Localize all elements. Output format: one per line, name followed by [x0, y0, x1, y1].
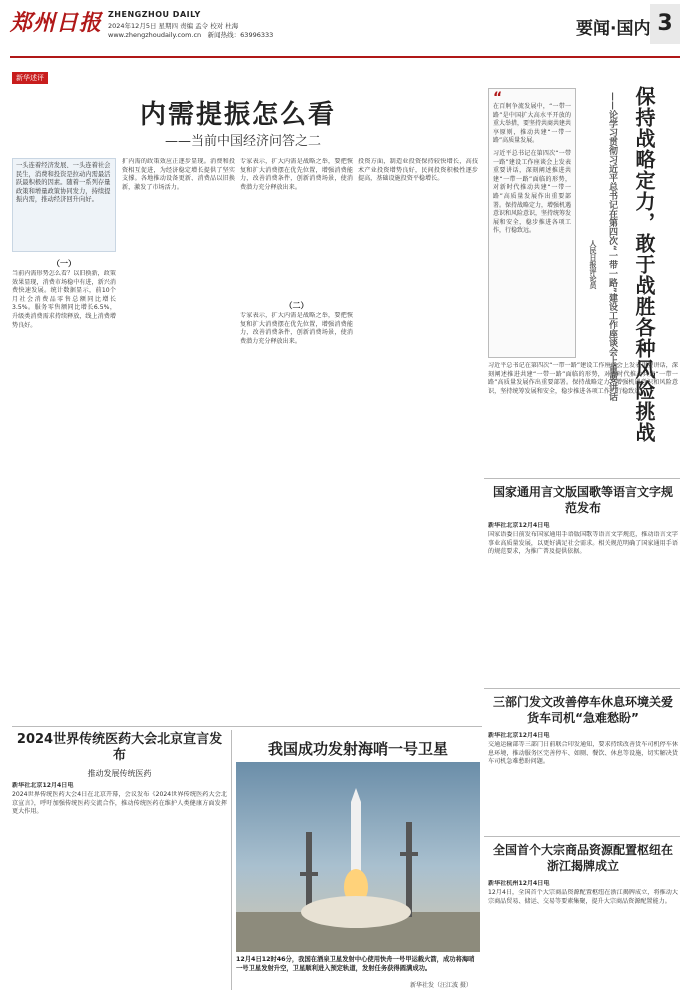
platform-headline: 全国首个大宗商品资源配置枢纽在浙江揭牌成立 [492, 843, 673, 873]
anthem-body: 国家语委日前发布国家通用手语版国歌等语言文字规范，推动语言文字事业高质量发展，以更好满足社会需求。相关规范明确了国家通用手语的规范要求，为推广普及提供依据。 [488, 531, 678, 556]
main-headline: 内需提振怎么看 [140, 100, 337, 130]
newspaper-logo: 郑州日报 [10, 10, 103, 36]
rocket-launch-image [236, 762, 480, 952]
main-column-2: 扩内需的政策效应正逐步显现。消费和投资相互促进，为经济稳定增长提供了坚实支撑。各地推动设备更新、消费品以旧换新，激发了市场活力。 [122, 158, 235, 191]
expo-dateline: 新华社北京12月4日电 [12, 782, 74, 789]
lead-text: 一头连着经济发展、一头连着社会民生，消费和投资是拉动内需最活跃最积极的因素。随着一系列存量政策和增量政策协同发力，持续提振内需，推动经济回升向好。 [16, 162, 111, 204]
section-marker-2: （二） [284, 301, 309, 310]
expo-body: 2024世界传统医药大会4日在北京开幕，会议发布《2024世界传统医药大会北京宣言》，呼吁加强传统医药交流合作，推动传统医药在维护人类健康方面发挥更大作用。 [12, 791, 227, 816]
strategy-body-bottom: 习近平总书记在第四次“一带一路”建设工作座谈会上发表重要讲话，深刻阐述推进共建“一带一路”面临的形势，对新时代推动共建“一带一路”高质量发展作出重要部署。保持战略定力，增强机遇意识和风险意识，坚持统筹发展和安全，稳步推进各项工作，行稳致远。 [488, 362, 678, 395]
quote-text: 在百舸争流发展中，“一带一路”是中国扩大高水平开放的重大举措，要坚持共商共建共享原则，推动共建“一带一路”高质量发展。 [493, 103, 572, 145]
main-subtitle: ——当前中国经济问答之二 [165, 134, 322, 149]
anthem-dateline: 新华社北京12月4日电 [488, 522, 550, 529]
quote-box [488, 88, 576, 358]
divider [12, 726, 482, 727]
launch-caption: 12月4日12时46分，我国在酒泉卫星发射中心使用快舟一号甲运载火箭，成功将海哨一号卫星发射升空，卫星顺利进入预定轨道，发射任务获得圆满成功。 [236, 956, 475, 972]
truck-body: 交通运输部等三部门日前联合印发通知，要求持续改善货车司机停车休息环境，推动服务区完善停车、如厕、餐饮、休息等设施，切实解决货车司机急难愁盼问题。 [488, 741, 678, 766]
anthem-headline: 国家通用言文版国歌等语言文字规范发布 [492, 485, 673, 515]
expo-subtitle: 推动发展传统医药 [87, 769, 152, 778]
divider [484, 478, 680, 479]
divider [231, 730, 232, 990]
main-column-4: 投资方面，制造业投资保持较快增长，高技术产业投资增势良好，民间投资积极性逐步提高，基础设施投资平稳增长。 [358, 158, 478, 183]
section-title: 要闻·国内 [576, 19, 651, 39]
expo-headline: 2024世界传统医药大会北京宣言发布 [16, 732, 223, 763]
platform-body: 12月4日，全国首个大宗商品资源配置枢纽在浙江揭牌成立，将推动大宗商品贸易、储运、交易等要素集聚，提升大宗商品资源配置能力。 [488, 889, 678, 905]
truck-dateline: 新华社北京12月4日电 [488, 732, 550, 739]
lead-box [12, 158, 116, 252]
strategy-source: 人民日报评论员 [589, 240, 597, 289]
launch-headline: 我国成功发射海哨一号卫星 [267, 740, 448, 758]
quote-mark-icon: “ [493, 90, 503, 106]
strategy-body: 习近平总书记在第四次“一带一路”建设工作座谈会上发表重要讲话，深刻阐述推进共建“一带一路”面临的形势，对新时代推动共建“一带一路”高质量发展作出重要部署。保持战略定力，增强机遇意识和风险意识，坚持统筹发展和安全，稳步推进各项工作，行稳致远。 [493, 149, 572, 235]
strategy-headline: 保持战略定力，敢于战胜各种风险挑战 [632, 86, 656, 443]
divider [484, 688, 680, 689]
date-line: 2024年12月5日 星期四 责编 孟令 校对 杜海 [108, 22, 239, 30]
strategy-subtitle: ——论学习贯彻习近平总书记在第四次“一带一路”建设工作座谈会上重要讲话 [607, 92, 617, 401]
column-tag: 新华述评 [12, 72, 48, 84]
truck-headline: 三部门发文改善停车休息环境关爱货车司机“急难愁盼” [492, 695, 673, 725]
divider [484, 836, 680, 837]
section-marker-1: （一） [52, 259, 76, 268]
masthead [10, 4, 680, 58]
page-number: 3 [650, 4, 680, 44]
web-line: www.zhengzhoudaily.com.cn 新闻热线：63996333 [108, 31, 274, 39]
main-column-1: 当前内需形势怎么看？以旧换新，政策效果显现，消费市场稳中有进，新兴消费快速发展。统计数据显示，前10个月社会消费品零售总额同比增长3.5%。服务零售额同比增长6.5%，升级类消费需求持续释放，线上消费增势良好。 [12, 270, 116, 329]
main-column-3a: 专家表示，扩大内需是战略之举，要把恢复和扩大消费摆在优先位置，增强消费能力，改善消费条件，创新消费场景，使消费潜力充分释放出来。 [240, 158, 353, 191]
launch-photo [236, 762, 480, 952]
launch-credit: 新华社发（汪江波 摄） [410, 982, 472, 989]
platform-dateline: 新华社杭州12月4日电 [488, 880, 550, 887]
newspaper-name-en: ZHENGZHOU DAILY [108, 10, 201, 19]
main-column-3b: 专家表示，扩大内需是战略之举，要把恢复和扩大消费摆在优先位置，增强消费能力，改善消费条件，创新消费场景，使消费潜力充分释放出来。 [240, 312, 353, 345]
